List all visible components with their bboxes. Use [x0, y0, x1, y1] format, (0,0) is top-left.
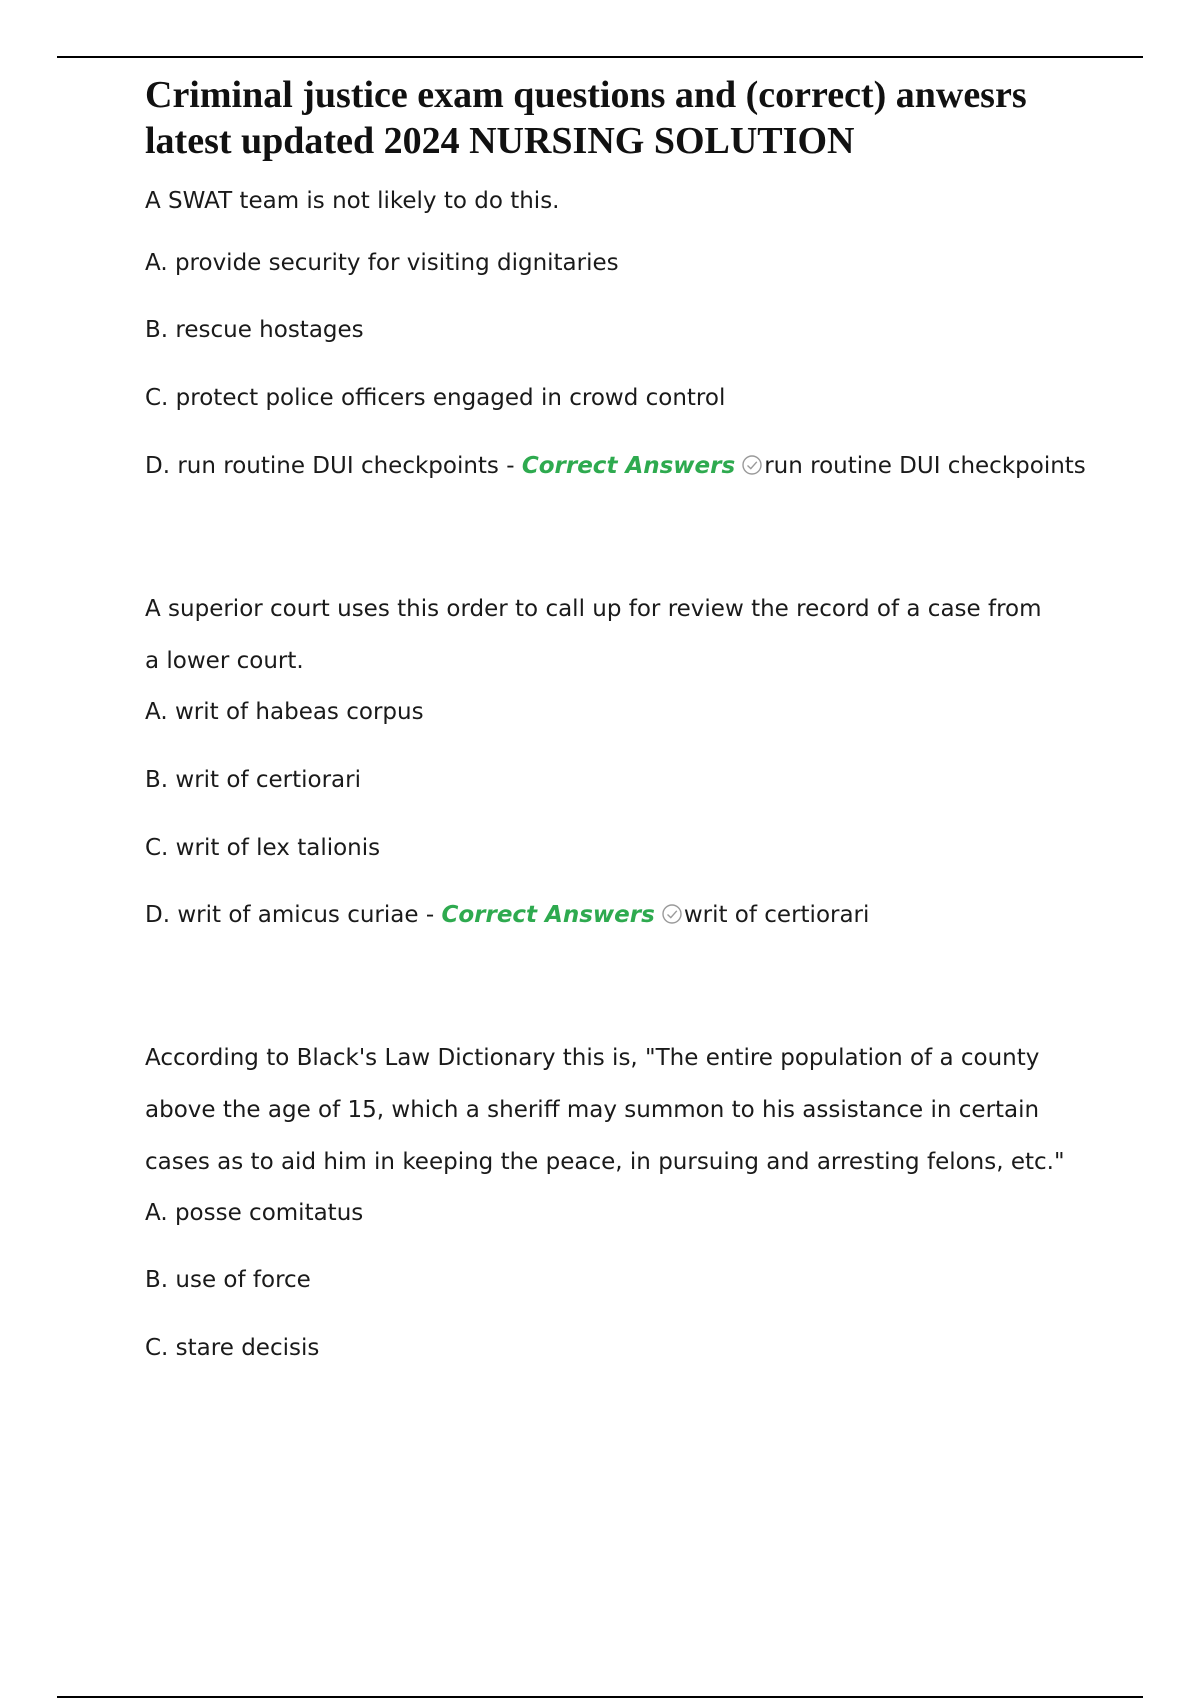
question-stem: A superior court uses this order to call up for review the record of a case from a lower court. — [145, 596, 1042, 674]
option-b: B. use of force — [145, 1267, 311, 1293]
option-a: A. provide security for visiting dignitaries — [145, 250, 619, 276]
check-circle-icon — [661, 903, 683, 925]
correct-answers-label: Correct Answers — [441, 902, 655, 928]
option-d — [145, 449, 1105, 483]
option-d-text: D. run routine DUI checkpoints - — [145, 453, 515, 479]
question-3 — [145, 1032, 1105, 1365]
check-circle-icon — [741, 454, 763, 476]
option-d — [145, 898, 1105, 932]
question-2 — [145, 583, 1105, 932]
option-d-text: D. writ of amicus curiae - — [145, 902, 435, 928]
question-stem: According to Black's Law Dictionary this is, "The entire population of a county above the age of 15, which a sheriff may summon to his assistance in certain cases as to aid him in keeping the peace, in pursuing and arresting felons, etc." — [145, 1045, 1065, 1175]
option-c: C. protect police officers engaged in crowd control — [145, 385, 726, 411]
option-a: A. posse comitatus — [145, 1200, 364, 1226]
answer-text: run routine DUI checkpoints — [764, 453, 1086, 479]
option-b: B. rescue hostages — [145, 317, 364, 343]
document-body — [145, 72, 1105, 1365]
option-c: C. writ of lex talionis — [145, 835, 381, 861]
option-b: B. writ of certiorari — [145, 767, 361, 793]
answer-text: writ of certiorari — [683, 902, 870, 928]
page-title: Criminal justice exam questions and (correct) anwesrs latest updated 2024 NURSING SOLUTION — [145, 74, 1027, 162]
question-1 — [145, 186, 1105, 483]
top-rule — [57, 56, 1143, 58]
option-a: A. writ of habeas corpus — [145, 699, 424, 725]
option-c: C. stare decisis — [145, 1335, 320, 1361]
bottom-rule — [57, 1696, 1143, 1698]
correct-answers-label: Correct Answers — [521, 453, 736, 479]
question-stem: A SWAT team is not likely to do this. — [145, 188, 560, 214]
